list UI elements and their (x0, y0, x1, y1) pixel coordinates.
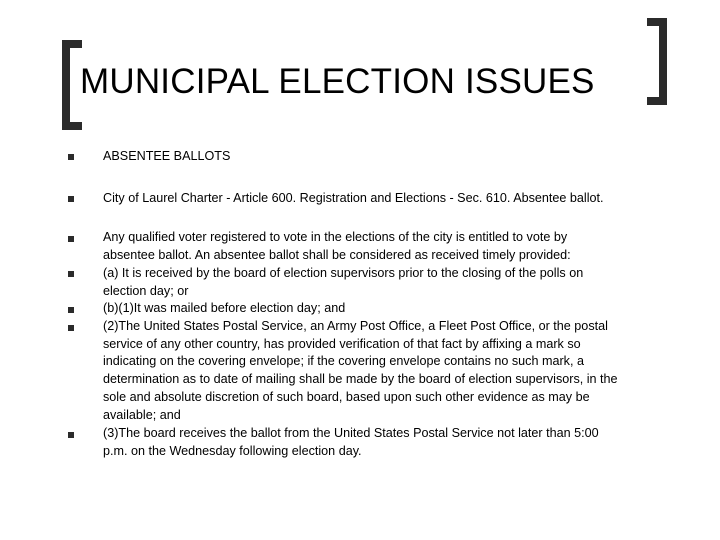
list-item (103, 300, 683, 318)
list-item (103, 190, 683, 208)
list-item-line: ABSENTEE BALLOTS (103, 149, 231, 163)
bullet-icon (68, 271, 74, 277)
bullet-icon (68, 236, 74, 242)
list-item-line: p.m. on the Wednesday following election day. (103, 443, 362, 458)
list-item-line: Any qualified voter registered to vote in the elections of the city is entitled to vote by (103, 230, 568, 244)
bullet-icon (68, 432, 74, 438)
list-item-line: service of any other country, has provided verification of that fact by affixing a mark so (103, 336, 581, 351)
list-item-line: absentee ballot. An absentee ballot shall be considered as received timely provided: (103, 247, 571, 262)
list-item-line: determination as to date of mailing shall be made by the board of election supervisors, in the (103, 372, 618, 387)
list-item-line: (b)(1)It was mailed before election day; and (103, 301, 346, 315)
list-item-line: (3)The board receives the ballot from the United States Postal Service not later than 5:00 (103, 426, 599, 440)
list-item-line: (2)The United States Postal Service, an Army Post Office, a Fleet Post Office, or the postal (103, 319, 608, 333)
page-title: MUNICIPAL ELECTION ISSUES (80, 62, 595, 101)
list-item (103, 425, 683, 460)
list-item-line: City of Laurel Charter - Article 600. Registration and Elections - Sec. 610. Absentee ballot. (103, 191, 604, 205)
list-item-line: election day; or (103, 283, 189, 298)
list-item-line: available; and (103, 407, 181, 422)
list-item-line: sole and absolute discretion of such board, based upon such other evidence as may be (103, 389, 590, 404)
list-item-line: (a) It is received by the board of election supervisors prior to the closing of the polls on (103, 266, 584, 280)
bullet-icon (68, 196, 74, 202)
bullet-icon (68, 325, 74, 331)
list-item (103, 265, 683, 300)
bullet-icon (68, 154, 74, 160)
list-item (103, 148, 683, 166)
list-item (103, 229, 683, 264)
list-item (103, 318, 683, 424)
list-item-line: indicating on the covering envelope; if the covering envelope contains no such mark, a (103, 354, 584, 369)
bullet-icon (68, 307, 74, 313)
